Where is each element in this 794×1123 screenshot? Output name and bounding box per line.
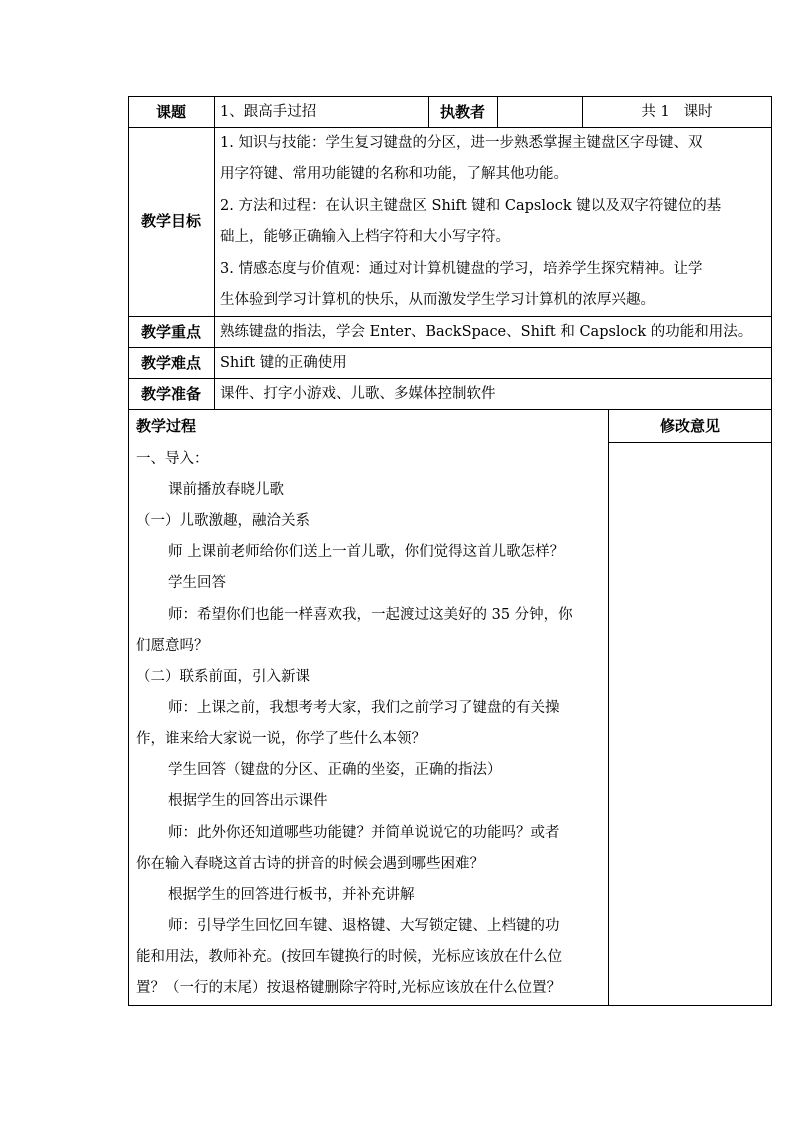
process-line: （一）儿歌激趣，融洽关系 — [136, 513, 310, 529]
process-line: 根据学生的回答出示课件 — [168, 793, 328, 809]
lesson-plan-table — [128, 96, 772, 1006]
row-divider — [128, 378, 772, 379]
table-border-left — [128, 96, 129, 1006]
difficulties-label: 教学难点 — [140, 354, 201, 372]
preparation-label: 教学准备 — [140, 385, 201, 403]
preparation-value: 课件、打字小游戏、儿歌、多媒体控制软件 — [220, 386, 496, 402]
process-line: 作，谁来给大家说一说，你学了些什么本领？ — [136, 731, 426, 747]
objectives-line: 1. 知识与技能：学生复习键盘的分区，进一步熟悉掌握主键盘区字母键、双 — [220, 135, 703, 151]
process-line: 学生回答 — [168, 575, 226, 591]
objectives-line: 2. 方法和过程：在认识主键盘区 Shift 键和 Capslock 键以及双字符键位的基 — [220, 198, 722, 214]
objectives-line: 生体验到学习计算机的快乐，从而激发学生学习计算机的浓厚兴趣。 — [220, 292, 655, 308]
periods-value: 共 1 课时 — [641, 104, 713, 120]
column-divider — [497, 96, 498, 127]
process-line: 根据学生的回答进行板书，并补充讲解 — [168, 887, 415, 903]
process-line: 师 上课前老师给你们送上一首儿歌，你们觉得这首儿歌怎样？ — [168, 544, 565, 560]
process-line: 师：上课之前，我想考考大家，我们之前学习了键盘的有关操 — [168, 700, 560, 716]
process-line: 师：此外你还知道哪些功能键？并简单说说它的功能吗？或者 — [168, 825, 560, 841]
process-line: 师：引导学生回忆回车键、退格键、大写锁定键、上档键的功 — [168, 918, 560, 934]
revision-header-divider — [608, 442, 772, 443]
table-border-top — [128, 96, 772, 97]
difficulties-value: Shift 键的正确使用 — [220, 355, 347, 371]
key-points-value: 熟练键盘的指法，学会 Enter、BackSpace、Shift 和 Capslock 的功能和用法。 — [220, 324, 753, 340]
process-line: 们愿意吗？ — [136, 638, 209, 654]
process-line: 学生回答（键盘的分区、正确的坐姿，正确的指法） — [168, 762, 502, 778]
table-border-bottom — [128, 1005, 772, 1006]
process-line: 一、导入： — [136, 451, 209, 467]
objectives-line: 用字符键、常用功能键的名称和功能，了解其他功能。 — [220, 166, 568, 182]
objectives-label: 教学目标 — [140, 212, 201, 230]
topic-label: 课题 — [155, 103, 186, 121]
row-divider — [128, 316, 772, 317]
objectives-line: 础上，能够正确输入上档字符和大小写字符。 — [220, 229, 510, 245]
process-line: 课前播放春晓儿歌 — [168, 482, 284, 498]
label-column-divider — [214, 96, 215, 410]
process-line: 能和用法，教师补充。(按回车键换行的时候，光标应该放在什么位 — [136, 949, 563, 965]
process-line: 师：希望你们也能一样喜欢我，一起渡过这美好的 35 分钟，你 — [168, 607, 573, 623]
objectives-line: 3. 情感态度与价值观：通过对计算机键盘的学习，培养学生探究精神。让学 — [220, 261, 703, 277]
row-divider — [128, 409, 772, 410]
process-line: 你在输入春晓这首古诗的拼音的时候会遇到哪些困难？ — [136, 856, 484, 872]
process-line: 置？（一行的末尾）按退格键删除字符时,光标应该放在什么位置？ — [136, 980, 562, 996]
revision-label: 修改意见 — [659, 417, 720, 435]
table-border-right — [771, 96, 772, 1006]
process-line: （二）联系前面，引入新课 — [136, 669, 310, 685]
teacher-label: 执教者 — [439, 103, 485, 121]
row-divider — [128, 347, 772, 348]
key-points-label: 教学重点 — [140, 323, 201, 341]
process-label: 教学过程 — [136, 417, 197, 435]
revision-column-divider — [608, 409, 609, 1006]
topic-value: 1、跟高手过招 — [220, 104, 317, 120]
